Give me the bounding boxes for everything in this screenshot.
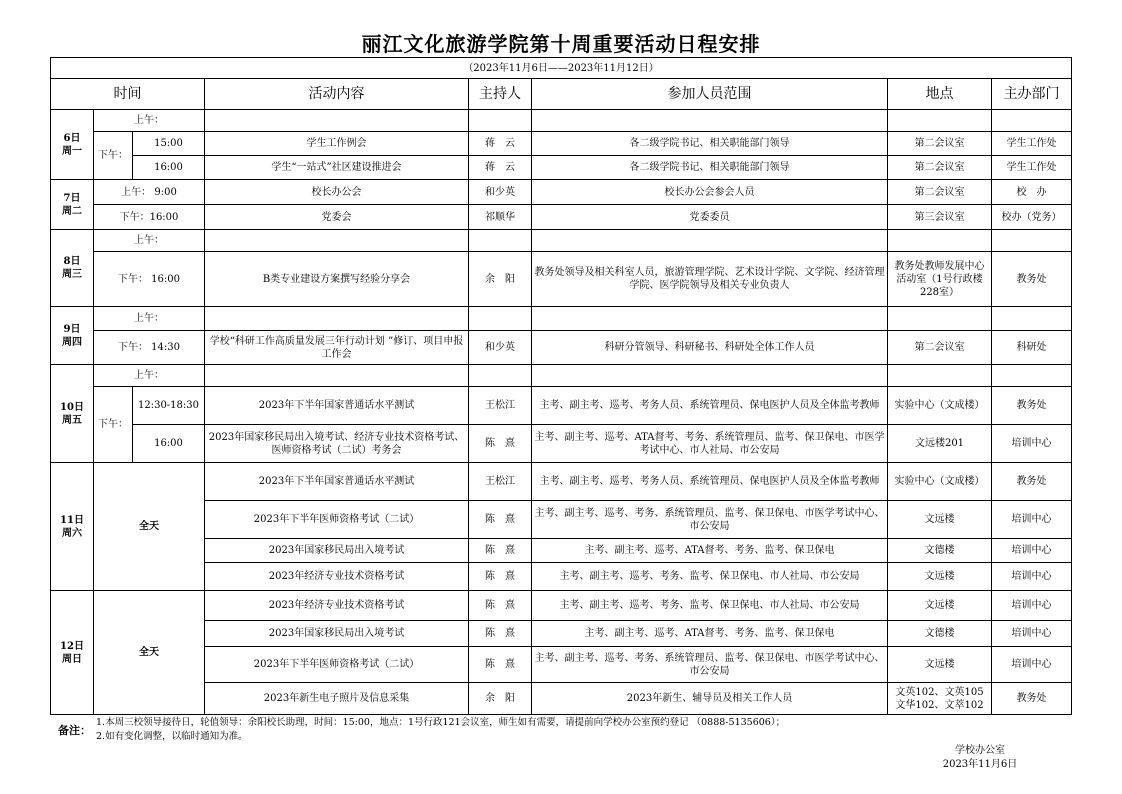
period-label: 上午： bbox=[94, 365, 205, 387]
event-dept: 科研处 bbox=[992, 331, 1072, 365]
table-row bbox=[51, 591, 1072, 621]
event-location: 文德楼 bbox=[888, 539, 992, 563]
period-label: 上午： bbox=[94, 307, 205, 331]
event-content: 2023年经济专业技术资格考试 bbox=[205, 591, 469, 621]
event-participants: 各二级学院书记、相关职能部门领导 bbox=[532, 132, 888, 156]
signature-office: 学校办公室 bbox=[955, 745, 1005, 756]
event-dept: 培训中心 bbox=[992, 563, 1072, 591]
event-dept: 校办（党务） bbox=[992, 205, 1072, 230]
page-title: 丽江文化旅游学院第十周重要活动日程安排 bbox=[361, 32, 761, 56]
header-host: 主持人 bbox=[469, 79, 532, 110]
event-host: 陈 熹 bbox=[469, 621, 532, 647]
event-participants: 党委委员 bbox=[532, 205, 888, 230]
event-participants: 主考、副主考、巡考、考务人员、系统管理员、保电医护人员及全体监考教师 bbox=[532, 387, 888, 425]
event-location: 第三会议室 bbox=[888, 205, 992, 230]
event-dept: 培训中心 bbox=[992, 591, 1072, 621]
day-date: 11日 bbox=[60, 514, 84, 526]
event-time: 下午： 14:30 bbox=[94, 331, 205, 365]
day-weekday: 周五 bbox=[62, 414, 82, 426]
schedule-table bbox=[50, 57, 1072, 715]
date-range-row bbox=[51, 58, 1072, 79]
table-row bbox=[51, 331, 1072, 365]
event-time: 16:00 bbox=[133, 425, 205, 463]
event-content: 学生工作例会 bbox=[205, 132, 469, 156]
event-participants: 科研分管领导、科研秘书、科研处全体工作人员 bbox=[532, 331, 888, 365]
event-content: 2023年国家移民局出入境考试 bbox=[205, 539, 469, 563]
event-dept: 学生工作处 bbox=[992, 132, 1072, 156]
day-date: 9日 bbox=[63, 323, 81, 335]
day-date: 8日 bbox=[63, 256, 81, 267]
event-content: 2023年下半年国家普通话水平测试 bbox=[205, 463, 469, 501]
event-location: 文德楼 bbox=[888, 621, 992, 647]
table-row bbox=[51, 180, 1072, 205]
table-row bbox=[51, 621, 1072, 647]
event-host: 陈 熹 bbox=[469, 563, 532, 591]
event-host: 陈 熹 bbox=[469, 591, 532, 621]
all-day-label: 全天 bbox=[94, 591, 205, 715]
table-row bbox=[51, 563, 1072, 591]
event-host: 余 阳 bbox=[469, 683, 532, 715]
event-location: 文远楼201 bbox=[888, 425, 992, 463]
table-row bbox=[51, 539, 1072, 563]
event-dept: 学生工作处 bbox=[992, 156, 1072, 180]
table-row bbox=[51, 501, 1072, 539]
event-time: 上午： 9:00 bbox=[94, 180, 205, 205]
event-participants: 校长办公会参会人员 bbox=[532, 180, 888, 205]
header-content: 活动内容 bbox=[205, 79, 469, 110]
day-date: 6日 bbox=[63, 132, 81, 144]
event-dept: 培训中心 bbox=[992, 425, 1072, 463]
day-date: 7日 bbox=[63, 192, 81, 204]
event-content: 2023年下半年医师资格考试（二试） bbox=[205, 647, 469, 683]
event-content: 校长办公会 bbox=[205, 180, 469, 205]
period-label: 上午： bbox=[94, 110, 205, 132]
period-label: 下午： bbox=[94, 132, 133, 180]
header-time: 时间 bbox=[51, 79, 205, 110]
event-location: 实验中心（文成楼） bbox=[888, 387, 992, 425]
event-location: 教务处教师发展中心活动室（1号行政楼228室） bbox=[888, 252, 992, 307]
event-location: 第二会议室 bbox=[888, 180, 992, 205]
event-host: 王松江 bbox=[469, 463, 532, 501]
table-row bbox=[51, 132, 1072, 156]
event-participants: 主考、副主考、巡考、考务、监考、保卫保电、市人社局、市公安局 bbox=[532, 563, 888, 591]
event-participants: 主考、副主考、巡考、考务、系统管理员、监考、保卫保电、市医学考试中心、市公安局 bbox=[532, 647, 888, 683]
table-row bbox=[51, 205, 1072, 230]
event-content: 2023年下半年国家普通话水平测试 bbox=[205, 387, 469, 425]
period-label: 上午： bbox=[94, 230, 205, 252]
table-row bbox=[51, 647, 1072, 683]
event-host: 和少英 bbox=[469, 331, 532, 365]
event-dept: 教务处 bbox=[992, 252, 1072, 307]
event-host: 蒋 云 bbox=[469, 156, 532, 180]
event-location: 第二会议室 bbox=[888, 156, 992, 180]
table-row bbox=[51, 230, 1072, 252]
table-row bbox=[51, 110, 1072, 132]
event-participants: 主考、副主考、巡考、考务、监考、保卫保电、市人社局、市公安局 bbox=[532, 591, 888, 621]
event-participants: 主考、副主考、巡考、考务人员、系统管理员、保电医护人员及全体监考教师 bbox=[532, 463, 888, 501]
event-dept: 教务处 bbox=[992, 463, 1072, 501]
event-participants: 主考、副主考、巡考、ATA督考、考务、监考、保卫保电 bbox=[532, 621, 888, 647]
table-row bbox=[51, 683, 1072, 715]
event-time: 下午： 16:00 bbox=[94, 252, 205, 307]
date-range: （2023年11月6日——2023年11月12日） bbox=[51, 58, 1072, 79]
event-content: B类专业建设方案撰写经验分享会 bbox=[205, 252, 469, 307]
event-location: 文英102、文英105 文华102、文萃102 bbox=[888, 683, 992, 715]
table-row bbox=[51, 307, 1072, 331]
signature-date: 2023年11月6日 bbox=[942, 759, 1018, 770]
event-time: 12:30-18:30 bbox=[133, 387, 205, 425]
event-location: 文远楼 bbox=[888, 647, 992, 683]
signature-block bbox=[930, 744, 1030, 772]
all-day-label: 全天 bbox=[94, 463, 205, 591]
event-content: 党委会 bbox=[205, 205, 469, 230]
event-host: 王松江 bbox=[469, 387, 532, 425]
note-line: 1.本周三校领导接待日，轮值领导：余阳校长助理，时间：15:00，地点：1号行政121会议室，师生如有需要，请提前向学校办公室预约登记 （0888-5135606）； bbox=[96, 717, 786, 728]
day-cell bbox=[51, 180, 94, 230]
event-dept: 培训中心 bbox=[992, 621, 1072, 647]
event-dept: 培训中心 bbox=[992, 501, 1072, 539]
day-cell bbox=[51, 230, 94, 307]
event-host: 陈 熹 bbox=[469, 425, 532, 463]
event-host: 余 阳 bbox=[469, 252, 532, 307]
day-date: 10日 bbox=[60, 401, 84, 413]
event-host: 和少英 bbox=[469, 180, 532, 205]
event-participants: 各二级学院书记、相关职能部门领导 bbox=[532, 156, 888, 180]
table-row bbox=[51, 425, 1072, 463]
event-dept: 教务处 bbox=[992, 387, 1072, 425]
event-host: 陈 熹 bbox=[469, 539, 532, 563]
event-content: 2023年新生电子照片及信息采集 bbox=[205, 683, 469, 715]
event-dept: 培训中心 bbox=[992, 647, 1072, 683]
event-content: 2023年下半年医师资格考试（二试） bbox=[205, 501, 469, 539]
day-weekday: 周二 bbox=[62, 205, 82, 217]
event-participants: 2023年新生、辅导员及相关工作人员 bbox=[532, 683, 888, 715]
day-cell bbox=[51, 110, 94, 180]
table-row bbox=[51, 252, 1072, 307]
header-participants: 参加人员范围 bbox=[532, 79, 888, 110]
event-time: 下午：16:00 bbox=[94, 205, 205, 230]
day-cell bbox=[51, 591, 94, 715]
event-dept: 校 办 bbox=[992, 180, 1072, 205]
event-time: 15:00 bbox=[133, 132, 205, 156]
event-content: 2023年经济专业技术资格考试 bbox=[205, 563, 469, 591]
header-location: 地点 bbox=[888, 79, 992, 110]
event-location: 第二会议室 bbox=[888, 132, 992, 156]
header-dept: 主办部门 bbox=[992, 79, 1072, 110]
event-content: 2023年国家移民局出入境考试 bbox=[205, 621, 469, 647]
note-line: 2.如有变化调整，以临时通知为准。 bbox=[96, 731, 248, 742]
event-host: 陈 熹 bbox=[469, 647, 532, 683]
day-date: 12日 bbox=[60, 640, 84, 652]
event-participants: 主考、副主考、巡考、ATA督考、考务、监考、保卫保电 bbox=[532, 539, 888, 563]
table-row bbox=[51, 463, 1072, 501]
notes-label: 备注： bbox=[58, 724, 91, 737]
event-location: 实验中心（文成楼） bbox=[888, 463, 992, 501]
event-dept: 培训中心 bbox=[992, 539, 1072, 563]
period-label: 下午： bbox=[94, 387, 133, 463]
day-weekday: 周四 bbox=[62, 336, 82, 348]
event-location: 文远楼 bbox=[888, 591, 992, 621]
event-content: 学生“一站式”社区建设推进会 bbox=[205, 156, 469, 180]
event-location: 文远楼 bbox=[888, 563, 992, 591]
event-location: 第二会议室 bbox=[888, 331, 992, 365]
event-participants: 教务处领导及相关科室人员，旅游管理学院、艺术设计学院、文学院、经济管理学院、医学院领导及相关专业负责人 bbox=[532, 252, 888, 307]
event-content: 学校“科研工作高质量发展三年行动计划 ”修订、项目申报工作会 bbox=[205, 331, 469, 365]
event-participants: 主考、副主考、巡考、考务、系统管理员、监考、保卫保电、市医学考试中心、市公安局 bbox=[532, 501, 888, 539]
event-dept: 教务处 bbox=[992, 683, 1072, 715]
day-weekday: 周三 bbox=[62, 269, 82, 280]
event-host: 陈 熹 bbox=[469, 501, 532, 539]
event-location: 文远楼 bbox=[888, 501, 992, 539]
day-weekday: 周日 bbox=[62, 653, 82, 665]
day-weekday: 周六 bbox=[62, 527, 82, 539]
event-participants: 主考、副主考、巡考、ATA督考、考务、系统管理员、监考、保卫保电、市医学考试中心、市人社局、市公安局 bbox=[532, 425, 888, 463]
header-row bbox=[51, 79, 1072, 110]
day-weekday: 周一 bbox=[62, 145, 82, 157]
event-host: 蒋 云 bbox=[469, 132, 532, 156]
table-row bbox=[51, 387, 1072, 425]
event-host: 祁顺华 bbox=[469, 205, 532, 230]
event-content: 2023年国家移民局出入境考试、经济专业技术资格考试、医师资格考试（二试）考务会 bbox=[205, 425, 469, 463]
table-row bbox=[51, 365, 1072, 387]
day-cell bbox=[51, 365, 94, 463]
day-cell bbox=[51, 307, 94, 365]
table-row bbox=[51, 156, 1072, 180]
day-cell bbox=[51, 463, 94, 591]
event-time: 16:00 bbox=[133, 156, 205, 180]
